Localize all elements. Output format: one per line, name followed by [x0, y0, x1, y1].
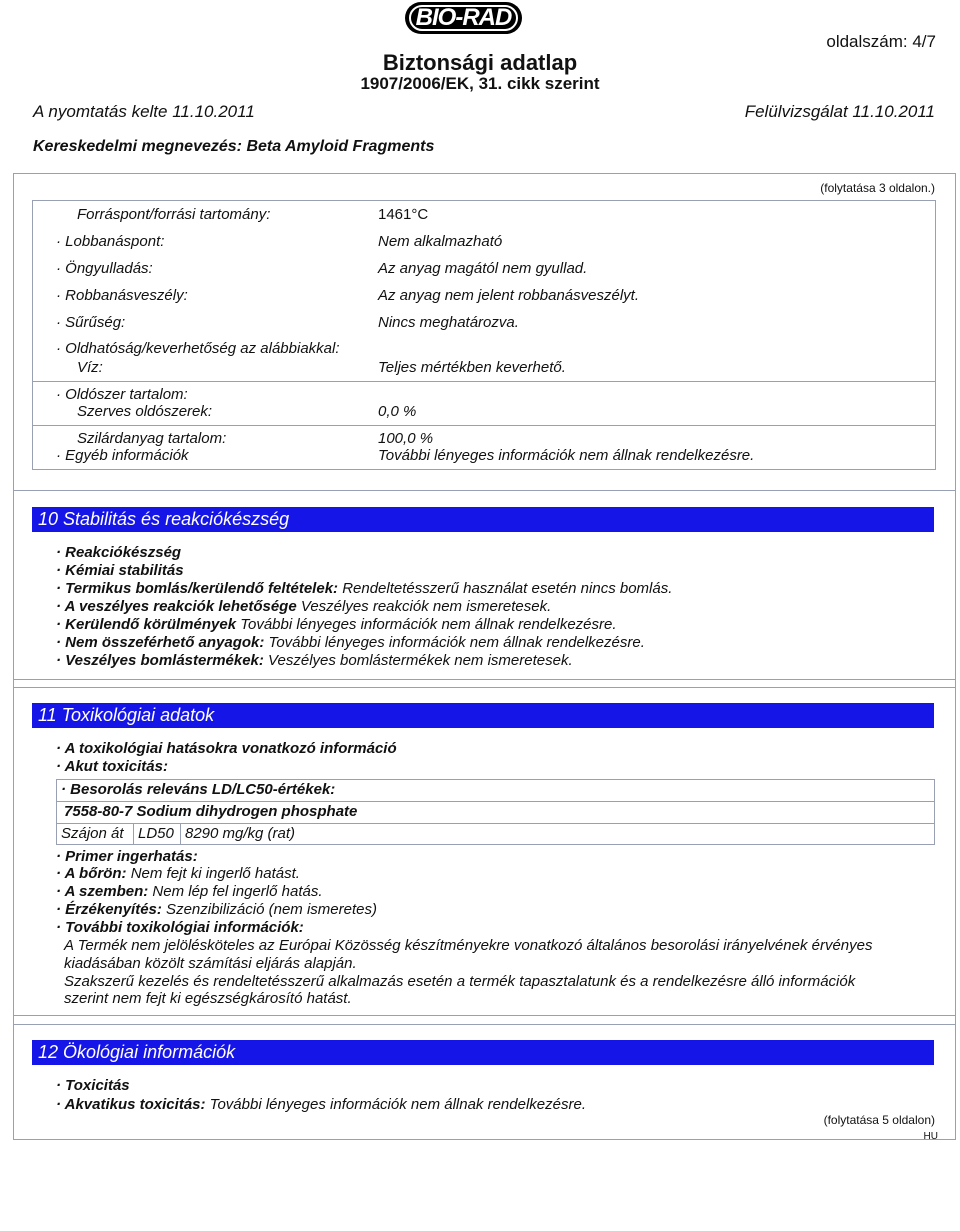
water-value: Teljes mértékben keverhető.	[378, 359, 566, 376]
logo-text: BIO-RAD	[415, 4, 512, 31]
properties-divider-2	[32, 425, 936, 426]
organic-solvents-value: 0,0 %	[378, 403, 417, 420]
section-11-title: 11 Toxikológiai adatok	[32, 703, 934, 728]
s10-incompatible: · Nem összeférhető anyagok: További lényeges információk nem állnak rendelkezésre.	[56, 634, 645, 651]
other-info-value: További lényeges információk nem állnak rendelkezésre.	[378, 447, 755, 464]
s11-further-info: · További toxikológiai információk:	[56, 919, 304, 936]
continued-to: (folytatása 5 oldalon)	[823, 1113, 935, 1127]
prop-value-flash: Nem alkalmazható	[378, 233, 503, 250]
prop-label-density: · Sűrűség:	[56, 314, 126, 331]
ld50-table-header: · Besorolás releváns LD/LC50-értékek:	[56, 779, 935, 801]
water-label: Víz:	[77, 359, 103, 376]
document-subtitle: 1907/2006/EK, 31. cikk szerint	[360, 74, 600, 93]
document-title: Biztonsági adatlap	[382, 50, 578, 75]
s12-aquatic: · Akvatikus toxicitás: További lényeges információk nem állnak rendelkezésre.	[56, 1096, 586, 1113]
language-code: HU	[923, 1131, 938, 1142]
review-date: Felülvizsgálat 11.10.2011	[744, 102, 935, 121]
section-10-title: 10 Stabilitás és reakciókészség	[32, 507, 934, 532]
s11-para2-line1: Szakszerű kezelés és rendeltetésszerű alkalmazás esetén a termék tapasztalatunk és a rendelkezésre álló információk	[64, 973, 856, 990]
s10-reactivity: · Reakciókészség	[56, 544, 182, 561]
s11-primary-irritation: · Primer ingerhatás:	[56, 848, 198, 865]
other-info-label: · Egyéb információk	[56, 447, 189, 464]
s10-decomposition: · Veszélyes bomlástermékek: Veszélyes bomlástermékek nem ismeretesek.	[56, 652, 573, 669]
s11-sensitisation: · Érzékenyítés: Szenzibilizáció (nem ismeretes)	[56, 901, 377, 918]
s12-toxicity: · Toxicitás	[56, 1077, 130, 1094]
s11-para1-line1: A Termék nem jelölésköteles az Európai Közösség készítményekre vonatkozó általános besorolási irányelvének érvényes	[64, 937, 873, 954]
prop-label-ignition: · Öngyulladás:	[56, 260, 153, 277]
prop-label-explosion: · Robbanásveszély:	[56, 287, 188, 304]
prop-value-boiling: 1461°C	[378, 206, 429, 223]
prop-value-explosion: Az anyag nem jelent robbanásveszélyt.	[378, 287, 639, 304]
organic-solvents-label: Szerves oldószerek:	[77, 403, 213, 420]
s11-para1-line2: kiadásában közölt számítási eljárás alapján.	[64, 955, 357, 972]
s11-eye: · A szemben: Nem lép fel ingerlő hatás.	[56, 883, 323, 900]
prop-value-density: Nincs meghatározva.	[378, 314, 519, 331]
properties-divider	[32, 381, 936, 382]
s10-thermal: · Termikus bomlás/kerülendő feltételek: Rendeltetésszerű használat esetén nincs bomlás.	[56, 580, 673, 597]
solids-label: Szilárdanyag tartalom:	[77, 430, 227, 447]
continued-from: (folytatása 3 oldalon.)	[820, 181, 935, 195]
solids-value: 100,0 %	[378, 430, 434, 447]
ld50-substance: 7558-80-7 Sodium dihydrogen phosphate	[56, 801, 935, 823]
solvent-label: · Oldószer tartalom:	[56, 386, 188, 403]
page-number: oldalszám: 4/7	[826, 32, 936, 51]
bio-rad-logo	[405, 2, 522, 34]
prop-value-ignition: Az anyag magától nem gyullad.	[378, 260, 588, 277]
prop-label-boiling: Forráspont/forrási tartomány:	[77, 206, 271, 223]
ld50-value: 8290 mg/kg (rat)	[180, 823, 935, 845]
s10-conditions: · Kerülendő körülmények További lényeges információk nem állnak rendelkezésre.	[56, 616, 617, 633]
section-12-title: 12 Ökológiai információk	[32, 1040, 934, 1065]
s11-acute-tox: · Akut toxicitás:	[56, 758, 168, 775]
s11-skin: · A bőrön: Nem fejt ki ingerlő hatást.	[56, 865, 300, 882]
print-date: A nyomtatás kelte 11.10.2011	[33, 102, 255, 121]
trade-name: Kereskedelmi megnevezés: Beta Amyloid Fragments	[33, 138, 435, 155]
ld50-type: LD50	[133, 823, 181, 845]
prop-label-flash: · Lobbanáspont:	[56, 233, 165, 250]
s11-para2-line2: szerint nem fejt ki egészségkárosító hatást.	[64, 990, 352, 1007]
s10-stability: · Kémiai stabilitás	[56, 562, 184, 579]
ld50-route: Szájon át	[56, 823, 134, 845]
s11-tox-info: · A toxikológiai hatásokra vonatkozó információ	[56, 740, 397, 757]
s10-hazardous-reactions: · A veszélyes reakciók lehetősége Veszélyes reakciók nem ismeretesek.	[56, 598, 552, 615]
solubility-label: · Oldhatóság/keverhetőség az alábbiakkal:	[56, 340, 340, 357]
